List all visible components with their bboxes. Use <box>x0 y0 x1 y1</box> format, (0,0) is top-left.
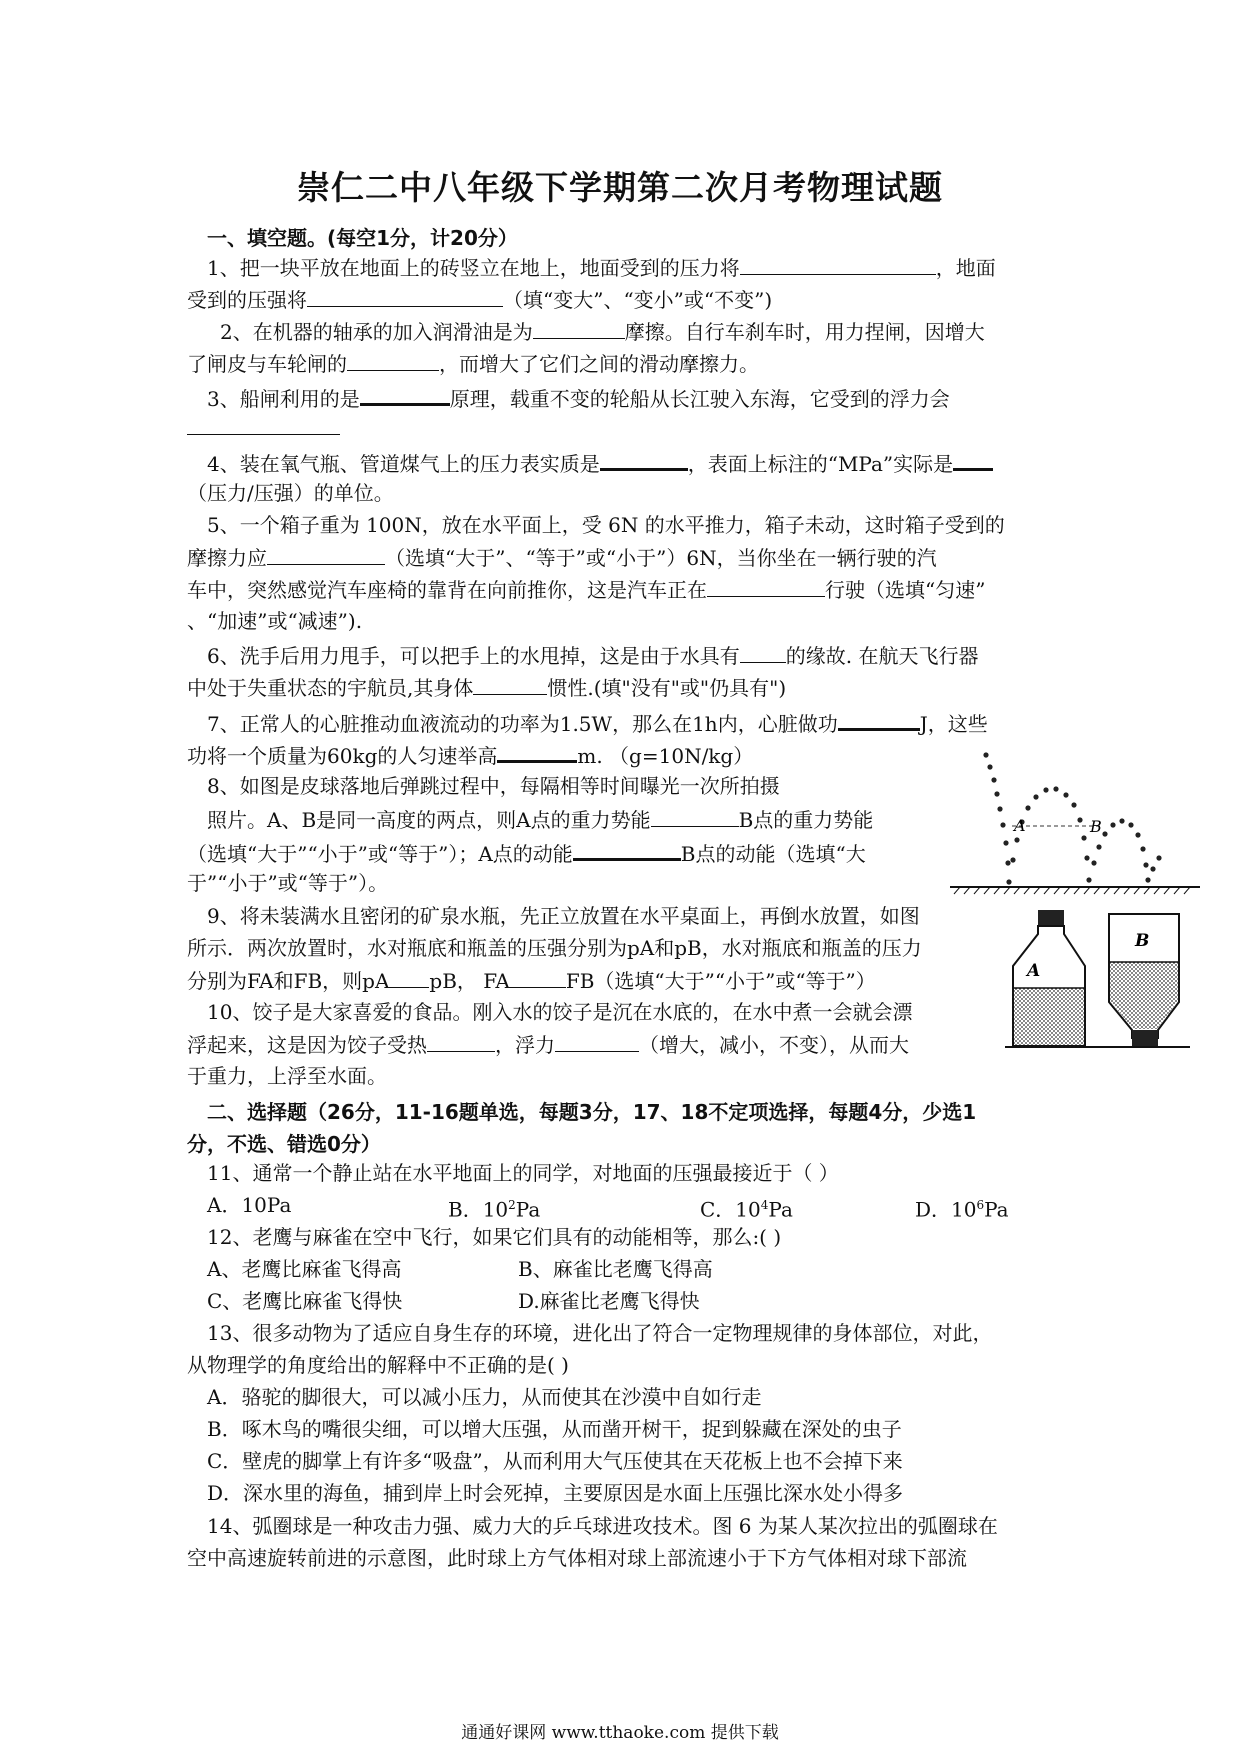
answer-blank[interactable] <box>600 448 688 471</box>
question-5-text: 5、一个箱子重为 100N，放在水平面上，受 6N 的水平推力，箱子未动，这时箱子受到的 <box>207 513 1005 537</box>
question-5-text: （选填“大于”、“等于”或“小于”）6N，当你坐在一辆行驶的汽 <box>385 546 937 570</box>
question-13-option-c[interactable]: C．壁虎的脚掌上有许多“吸盘”，从而利用大气压使其在天花板上也不会掉下来 <box>207 1449 903 1473</box>
question-14-line-1: 14、弧圈球是一种攻击力强、威力大的乒乓球进攻技术。图 6 为某人某次拉出的弧圈球在 <box>207 1514 998 1538</box>
question-6-text: 惯性.(填"没有"或"仍具有") <box>547 676 787 700</box>
question-8-line-4 <box>187 870 388 896</box>
exponent: 4 <box>760 1198 769 1212</box>
answer-blank[interactable] <box>510 967 566 988</box>
option-text: B．10 <box>448 1197 509 1222</box>
question-8-text: 于”“小于”或“等于”）。 <box>187 871 389 895</box>
page-footer: 通通好课网 www.tthaoke.com 提供下载 <box>461 1723 779 1743</box>
question-4-text: （压力/压强）的单位。 <box>187 481 394 505</box>
question-7-line-1 <box>207 708 988 737</box>
question-5-text: 车中，突然感觉汽车座椅的靠背在向前推你，这是汽车正在 <box>187 578 707 602</box>
answer-blank[interactable] <box>427 1031 495 1052</box>
answer-blank[interactable] <box>740 642 786 663</box>
question-1-text: （填“变大”、“变小”或“不变”) <box>503 288 773 312</box>
question-12-stem: 12、老鹰与麻雀在空中飞行，如果它们具有的动能相等，那么:( ) <box>207 1225 782 1249</box>
question-8-text: 照片。A、B是同一高度的两点，则A点的重力势能 <box>207 808 651 832</box>
answer-blank[interactable] <box>360 383 450 406</box>
answer-blank[interactable] <box>267 544 385 565</box>
question-9-line-2 <box>187 935 922 961</box>
question-12-option-d[interactable]: D.麻雀比老鹰飞得快 <box>518 1289 700 1313</box>
question-9-text: 分别为FA和FB，则pA <box>187 969 390 993</box>
question-4-text: 4、装在氧气瓶、管道煤气上的压力表实质是 <box>207 452 600 476</box>
question-6-text: 中处于失重状态的宇航员,其身体 <box>187 676 474 700</box>
question-11-option-a[interactable]: A．10Pa <box>207 1193 292 1217</box>
question-9-line-3 <box>187 967 876 994</box>
question-3-text: 原理，载重不变的轮船从长江驶入东海，它受到的浮力会 <box>449 387 950 411</box>
answer-blank[interactable] <box>389 967 429 988</box>
answer-blank[interactable] <box>307 286 503 307</box>
question-9-text: 所示．两次放置时，水对瓶底和瓶盖的压强分别为pA和pB，水对瓶底和瓶盖的压力 <box>187 936 922 960</box>
question-5-line-4 <box>187 608 362 634</box>
question-2-text: 了闸皮与车轮闸的 <box>187 352 347 376</box>
answer-blank[interactable] <box>651 806 739 827</box>
answer-blank[interactable] <box>707 576 825 597</box>
question-4-line-1 <box>207 448 993 477</box>
section-2-heading-cont: 分，不选、错选0分） <box>187 1132 381 1156</box>
answer-blank[interactable] <box>573 838 681 861</box>
question-3-line-1 <box>207 383 950 412</box>
question-10-text: （增大，减小，不变），从而大 <box>639 1033 909 1057</box>
question-11-option-d[interactable] <box>915 1192 1009 1223</box>
question-12-option-a[interactable]: A、老鹰比麻雀飞得高 <box>207 1257 402 1281</box>
question-7-text: 功将一个质量为60kg的人匀速举高 <box>187 744 498 768</box>
question-1-text: 受到的压强将 <box>187 288 307 312</box>
option-text: D．10 <box>915 1197 977 1222</box>
question-8-line-2 <box>207 806 873 833</box>
question-12-option-c[interactable]: C、老鹰比麻雀飞得快 <box>207 1289 403 1313</box>
answer-blank[interactable] <box>347 350 439 371</box>
question-1-line-2 <box>187 286 772 313</box>
figure-label-a: A <box>1014 816 1026 835</box>
question-2-line-2 <box>187 350 759 377</box>
option-unit: Pa <box>984 1197 1009 1222</box>
option-text: C．10 <box>700 1197 761 1222</box>
question-2-line-1 <box>220 318 985 345</box>
option-unit: Pa <box>515 1197 541 1222</box>
answer-blank[interactable] <box>497 740 577 763</box>
question-13-option-b[interactable]: B．啄木鸟的嘴很尖细，可以增大压强，从而凿开树干，捉到躲藏在深处的虫子 <box>207 1417 902 1441</box>
question-8-text: B点的重力势能 <box>738 808 874 832</box>
question-8-line-3 <box>187 838 866 867</box>
question-10-line-2 <box>187 1031 909 1058</box>
question-4-text: ，表面上标注的“MPa”实际是 <box>687 452 954 476</box>
answer-blank[interactable] <box>740 254 936 275</box>
question-11-option-b[interactable] <box>448 1192 540 1223</box>
question-1-text: ，地面 <box>935 256 996 280</box>
page-title: 崇仁二中八年级下学期第二次月考物理试题 <box>297 168 943 207</box>
figure-label-b: B <box>1090 817 1102 836</box>
bottle-a-label: A <box>1027 961 1041 981</box>
question-11-stem: 11、通常一个静止站在水平地面上的同学，对地面的压强最接近于（ ） <box>207 1161 839 1185</box>
question-10-text: ，浮力 <box>495 1033 555 1057</box>
question-13-option-a[interactable]: A．骆驼的脚很大，可以减小压力，从而使其在沙漠中自如行走 <box>207 1385 762 1409</box>
question-1-text: 1、把一块平放在地面上的砖竖立在地上，地面受到的压力将 <box>207 256 740 280</box>
question-9-line-1 <box>207 903 920 929</box>
question-13-stem-1: 13、很多动物为了适应自身生存的环境，进化出了符合一定物理规律的身体部位，对此， <box>207 1321 993 1345</box>
water-bottles-figure <box>1005 906 1190 1054</box>
question-5-line-1 <box>207 512 1005 538</box>
question-9-text: pB， FA <box>429 969 510 993</box>
question-10-text: 10、饺子是大家喜爱的食品。刚入水的饺子是沉在水底的，在水中煮一会就会漂 <box>207 1000 913 1024</box>
question-8-line-1 <box>207 773 780 799</box>
exponent: 6 <box>976 1198 985 1212</box>
question-12-option-b[interactable]: B、麻雀比老鹰飞得高 <box>518 1257 713 1281</box>
question-7-text: 7、正常人的心脏推动血液流动的功率为1.5W，那么在1h内，心脏做功 <box>207 712 838 736</box>
question-3-text: 3、船闸利用的是 <box>207 387 360 411</box>
exponent: 2 <box>508 1198 516 1212</box>
question-6-text: 6、洗手后用力甩手，可以把手上的水甩掉，这是由于水具有 <box>207 644 740 668</box>
question-6-text: 的缘故. 在航天飞行器 <box>785 644 979 668</box>
question-10-line-1 <box>207 999 912 1025</box>
question-13-stem-2: 从物理学的角度给出的解释中不正确的是( ) <box>187 1353 569 1377</box>
answer-blank[interactable] <box>473 674 547 695</box>
option-unit: Pa <box>768 1197 793 1222</box>
question-10-line-3 <box>187 1063 387 1089</box>
question-4-line-2 <box>187 480 394 506</box>
question-2-text: 摩擦。自行车刹车时，用力捏闸，因增大 <box>624 320 985 344</box>
question-14-line-2: 空中高速旋转前进的示意图，此时球上方气体相对球上部流速小于下方气体相对球下部流 <box>187 1546 967 1570</box>
question-9-text: FB（选填“大于”“小于”或“等于”） <box>565 969 876 993</box>
question-13-option-d[interactable]: D．深水里的海鱼，捕到岸上时会死掉，主要原因是水面上压强比深水处小得多 <box>207 1481 904 1505</box>
answer-blank[interactable] <box>533 318 625 339</box>
bottle-b-label: B <box>1135 931 1150 951</box>
question-5-text: 行驶（选填“匀速” <box>825 578 986 602</box>
question-7-text: m. （g=10N/kg） <box>577 744 754 768</box>
question-10-text: 于重力，上浮至水面。 <box>187 1064 387 1088</box>
question-1-line-1 <box>207 254 996 281</box>
question-8-text: （选填“大于”“小于”或“等于”）；A点的动能 <box>187 842 573 866</box>
section-2-heading: 二、选择题（26分，11-16题单选，每题3分，17、18不定项选择，每题4分，少选1 <box>207 1100 977 1124</box>
question-2-text: 2、在机器的轴承的加入润滑油是为 <box>220 320 533 344</box>
answer-blank[interactable] <box>555 1031 639 1052</box>
question-2-text: ，而增大了它们之间的滑动摩擦力。 <box>439 352 759 376</box>
question-6-line-2 <box>187 674 786 701</box>
section-1-heading: 一、填空题。(每空1分，计20分） <box>207 226 518 250</box>
question-9-text: 9、将未装满水且密闭的矿泉水瓶，先正立放置在水平桌面上，再倒水放置，如图 <box>207 904 920 928</box>
answer-blank[interactable] <box>953 448 993 471</box>
question-7-text: J，这些 <box>919 712 988 736</box>
question-5-line-3 <box>187 576 985 603</box>
question-6-line-1 <box>207 642 978 669</box>
answer-blank[interactable] <box>187 432 340 435</box>
answer-blank[interactable] <box>838 708 920 731</box>
question-5-line-2 <box>187 544 937 571</box>
question-8-text: 8、如图是皮球落地后弹跳过程中，每隔相等时间曝光一次所拍摄 <box>207 774 780 798</box>
question-7-line-2 <box>187 740 753 769</box>
question-5-text: 、“加速”或“减速”). <box>187 609 363 633</box>
question-8-text: B点的动能（选填“大 <box>680 842 866 866</box>
question-11-option-c[interactable] <box>700 1192 793 1223</box>
question-10-text: 浮起来，这是因为饺子受热 <box>187 1033 427 1057</box>
bouncing-ball-figure <box>950 745 1200 895</box>
question-5-text: 摩擦力应 <box>187 546 267 570</box>
